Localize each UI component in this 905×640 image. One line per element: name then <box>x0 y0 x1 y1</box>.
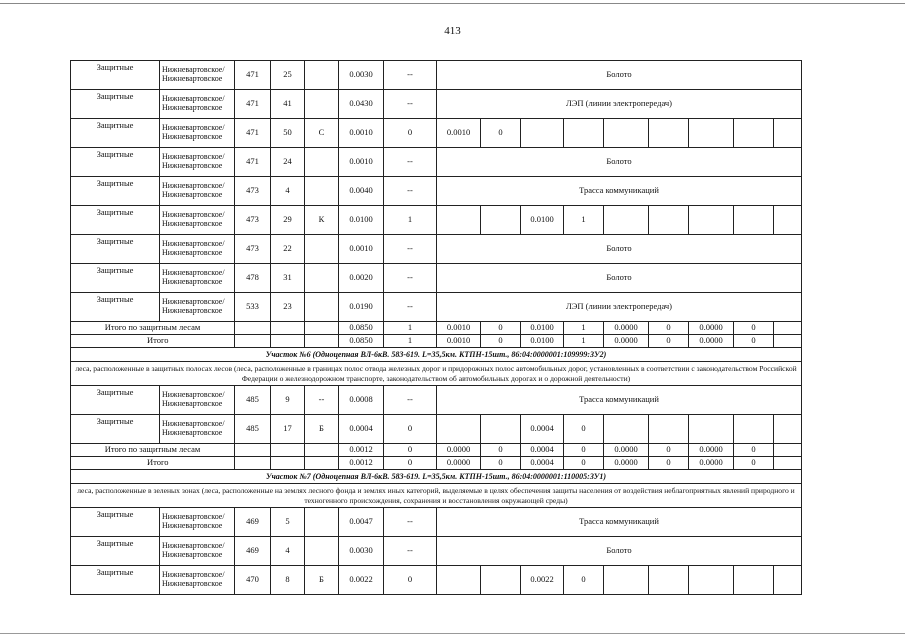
subtotal-row <box>71 322 802 335</box>
value-cell: 0.0000 <box>604 457 649 470</box>
plot-cell: 5 <box>271 508 305 537</box>
top-edge-line <box>0 3 905 4</box>
forestry-line: Нижневартовское/ <box>162 570 225 580</box>
quarter-cell: 469 <box>235 508 271 537</box>
table-row <box>71 508 802 537</box>
quarter-cell: 471 <box>235 90 271 119</box>
code-cell <box>305 177 339 206</box>
plot-cell: 22 <box>271 235 305 264</box>
total-row <box>71 457 802 470</box>
code-cell: Б <box>305 415 339 444</box>
count-cell: -- <box>384 386 437 415</box>
page-number: 413 <box>444 25 461 37</box>
value-cell: 0.0004 <box>521 457 564 470</box>
empty-cell <box>774 322 802 335</box>
value-cell: 0.0010 <box>437 119 481 148</box>
area-cell: 0.0010 <box>339 119 384 148</box>
empty-cell <box>305 444 339 457</box>
table-body <box>71 61 802 595</box>
category-cell: Защитные <box>71 148 160 177</box>
section-description-row <box>71 484 802 508</box>
code-cell <box>305 264 339 293</box>
forestry-cell <box>160 386 235 415</box>
value-cell <box>774 206 802 235</box>
area-cell: 0.0008 <box>339 386 384 415</box>
forestry-cell <box>160 61 235 90</box>
forestry-line: Нижневартовское/ <box>162 239 225 249</box>
forestry-cell <box>160 206 235 235</box>
section-description: леса, расположенные в защитных полосах лесов (леса, расположенные в границах полос отвода железных дорог и придорожных полос автомобильных дорог, установленных в соответствии с законодательством Российской Федерации о железнодорожном транспорте, законодательством об автомобильных дорогах и о дорожной деятельности) <box>71 362 802 386</box>
category-cell: Защитные <box>71 386 160 415</box>
plot-cell: 24 <box>271 148 305 177</box>
district-line: Нижневартовское <box>162 306 223 315</box>
value-cell <box>689 206 734 235</box>
code-cell: С <box>305 119 339 148</box>
quarter-cell: 471 <box>235 148 271 177</box>
category-cell: Защитные <box>71 264 160 293</box>
quarter-cell: 485 <box>235 415 271 444</box>
category-cell: Защитные <box>71 537 160 566</box>
value-cell: 0 <box>564 457 604 470</box>
category-cell: Защитные <box>71 61 160 90</box>
code-cell <box>305 537 339 566</box>
quarter-cell: 469 <box>235 537 271 566</box>
quarter-cell: 470 <box>235 566 271 595</box>
value-cell: 0.0000 <box>689 322 734 335</box>
value-cell <box>604 566 649 595</box>
category-cell: Защитные <box>71 90 160 119</box>
district-line: Нижневартовское <box>162 132 223 141</box>
district-line: Нижневартовское <box>162 550 223 559</box>
category-cell: Защитные <box>71 508 160 537</box>
subtotal-label: Итого по защитным лесам <box>71 444 235 457</box>
value-cell: 0 <box>734 457 774 470</box>
area-cell: 0.0430 <box>339 90 384 119</box>
area-cell: 0.0004 <box>339 415 384 444</box>
value-cell: 0.0000 <box>604 335 649 348</box>
plot-cell: 9 <box>271 386 305 415</box>
area-cell: 0.0850 <box>339 322 384 335</box>
plot-cell: 25 <box>271 61 305 90</box>
value-cell <box>604 415 649 444</box>
empty-cell <box>271 457 305 470</box>
value-cell: 0.0022 <box>521 566 564 595</box>
empty-cell <box>271 322 305 335</box>
count-cell: 0 <box>384 415 437 444</box>
plot-cell: 31 <box>271 264 305 293</box>
bottom-edge-line <box>0 633 905 634</box>
land-type-cell: Болото <box>437 537 802 566</box>
code-cell <box>305 235 339 264</box>
area-cell: 0.0010 <box>339 235 384 264</box>
category-cell: Защитные <box>71 177 160 206</box>
value-cell <box>481 415 521 444</box>
value-cell <box>437 415 481 444</box>
land-type-cell: Болото <box>437 61 802 90</box>
district-line: Нижневартовское <box>162 579 223 588</box>
section-header-row <box>71 470 802 484</box>
forestry-line: Нижневартовское/ <box>162 152 225 162</box>
quarter-cell: 471 <box>235 119 271 148</box>
section-description: леса, расположенные в зеленых зонах (леса, расположенные на землях лесного фонда и землях иных категорий, выделяемые в целях обеспечения защиты населения от воздействия неблагоприятных явлений природного и техногенного происхождения, сохранения и восстановления окружающей среды) <box>71 484 802 508</box>
code-cell: -- <box>305 386 339 415</box>
value-cell: 0.0100 <box>521 335 564 348</box>
land-type-cell: Трасса коммуникаций <box>437 177 802 206</box>
empty-cell <box>305 322 339 335</box>
forestry-cell <box>160 119 235 148</box>
empty-cell <box>305 335 339 348</box>
plot-cell: 4 <box>271 537 305 566</box>
value-cell <box>481 566 521 595</box>
quarter-cell: 473 <box>235 235 271 264</box>
district-line: Нижневартовское <box>162 428 223 437</box>
table-row <box>71 148 802 177</box>
code-cell <box>305 293 339 322</box>
value-cell: 0 <box>481 322 521 335</box>
area-cell: 0.0010 <box>339 148 384 177</box>
count-cell: 0 <box>384 457 437 470</box>
count-cell: 1 <box>384 206 437 235</box>
count-cell: 1 <box>384 322 437 335</box>
value-cell: 0 <box>649 322 689 335</box>
value-cell <box>734 119 774 148</box>
table-row <box>71 206 802 235</box>
code-cell: К <box>305 206 339 235</box>
count-cell: 0 <box>384 444 437 457</box>
plot-cell: 50 <box>271 119 305 148</box>
section-title: Участок №6 (Одноцепная ВЛ-6кВ. 583-619. L=35,5км. КТПН-15шт., 86:04:0000001:109999:ЗУ2) <box>71 348 802 362</box>
value-cell: 0.0000 <box>604 322 649 335</box>
total-label: Итого <box>71 457 235 470</box>
value-cell <box>689 566 734 595</box>
area-cell: 0.0022 <box>339 566 384 595</box>
count-cell: 0 <box>384 119 437 148</box>
category-cell: Защитные <box>71 235 160 264</box>
table-row <box>71 90 802 119</box>
category-cell: Защитные <box>71 206 160 235</box>
code-cell: Б <box>305 566 339 595</box>
forest-table <box>70 60 802 595</box>
forestry-line: Нижневартовское/ <box>162 512 225 522</box>
forestry-cell <box>160 148 235 177</box>
table-row <box>71 235 802 264</box>
district-line: Нижневартовское <box>162 74 223 83</box>
value-cell: 0.0000 <box>437 457 481 470</box>
value-cell: 1 <box>564 322 604 335</box>
value-cell <box>774 566 802 595</box>
forestry-line: Нижневартовское/ <box>162 123 225 133</box>
value-cell <box>604 206 649 235</box>
value-cell <box>734 206 774 235</box>
forestry-cell <box>160 177 235 206</box>
value-cell: 1 <box>564 335 604 348</box>
plot-cell: 8 <box>271 566 305 595</box>
value-cell: 0.0100 <box>521 322 564 335</box>
table-row <box>71 264 802 293</box>
area-cell: 0.0012 <box>339 457 384 470</box>
table-row <box>71 177 802 206</box>
category-cell: Защитные <box>71 415 160 444</box>
forestry-cell <box>160 90 235 119</box>
area-cell: 0.0047 <box>339 508 384 537</box>
district-line: Нижневартовское <box>162 219 223 228</box>
plot-cell: 29 <box>271 206 305 235</box>
subtotal-row <box>71 444 802 457</box>
category-cell: Защитные <box>71 119 160 148</box>
plot-cell: 4 <box>271 177 305 206</box>
quarter-cell: 533 <box>235 293 271 322</box>
quarter-cell: 485 <box>235 386 271 415</box>
forestry-line: Нижневартовское/ <box>162 94 225 104</box>
value-cell: 0.0000 <box>689 444 734 457</box>
empty-cell <box>774 457 802 470</box>
district-line: Нижневартовское <box>162 190 223 199</box>
value-cell <box>774 119 802 148</box>
value-cell <box>649 566 689 595</box>
value-cell <box>689 119 734 148</box>
total-label: Итого <box>71 335 235 348</box>
value-cell: 0 <box>481 444 521 457</box>
value-cell: 0 <box>734 335 774 348</box>
value-cell: 0 <box>649 335 689 348</box>
value-cell: 0 <box>649 444 689 457</box>
count-cell: -- <box>384 148 437 177</box>
total-row <box>71 335 802 348</box>
count-cell: -- <box>384 264 437 293</box>
value-cell: 0.0000 <box>437 444 481 457</box>
forestry-line: Нижневартовское/ <box>162 541 225 551</box>
code-cell <box>305 61 339 90</box>
count-cell: -- <box>384 508 437 537</box>
empty-cell <box>774 335 802 348</box>
value-cell: 1 <box>564 206 604 235</box>
forestry-cell <box>160 537 235 566</box>
value-cell <box>649 119 689 148</box>
section-header-row <box>71 348 802 362</box>
district-line: Нижневартовское <box>162 277 223 286</box>
count-cell: -- <box>384 537 437 566</box>
area-cell: 0.0012 <box>339 444 384 457</box>
value-cell: 0.0000 <box>689 457 734 470</box>
district-line: Нижневартовское <box>162 399 223 408</box>
table-row <box>71 386 802 415</box>
count-cell: -- <box>384 90 437 119</box>
value-cell: 0.0000 <box>604 444 649 457</box>
table-row <box>71 566 802 595</box>
area-cell: 0.0030 <box>339 61 384 90</box>
area-cell: 0.0850 <box>339 335 384 348</box>
value-cell: 0.0004 <box>521 415 564 444</box>
table-row <box>71 415 802 444</box>
value-cell <box>734 566 774 595</box>
plot-cell: 17 <box>271 415 305 444</box>
category-cell: Защитные <box>71 293 160 322</box>
value-cell: 0 <box>481 335 521 348</box>
area-cell: 0.0030 <box>339 537 384 566</box>
count-cell: -- <box>384 235 437 264</box>
forestry-line: Нижневартовское/ <box>162 390 225 400</box>
value-cell: 0 <box>564 444 604 457</box>
value-cell <box>481 206 521 235</box>
value-cell <box>564 119 604 148</box>
value-cell: 0.0010 <box>437 322 481 335</box>
value-cell: 0 <box>649 457 689 470</box>
forestry-line: Нижневартовское/ <box>162 65 225 75</box>
value-cell <box>649 415 689 444</box>
code-cell <box>305 90 339 119</box>
quarter-cell: 471 <box>235 61 271 90</box>
value-cell: 0 <box>481 457 521 470</box>
count-cell: -- <box>384 61 437 90</box>
district-line: Нижневартовское <box>162 248 223 257</box>
empty-cell <box>271 335 305 348</box>
subtotal-label: Итого по защитным лесам <box>71 322 235 335</box>
value-cell: 0 <box>481 119 521 148</box>
land-type-cell: ЛЭП (линии электропередач) <box>437 90 802 119</box>
empty-cell <box>235 322 271 335</box>
count-cell: -- <box>384 177 437 206</box>
code-cell <box>305 508 339 537</box>
category-cell: Защитные <box>71 566 160 595</box>
value-cell: 0.0010 <box>437 335 481 348</box>
value-cell <box>437 206 481 235</box>
land-type-cell: Болото <box>437 148 802 177</box>
value-cell <box>649 206 689 235</box>
land-type-cell: ЛЭП (линии электропередач) <box>437 293 802 322</box>
value-cell: 0 <box>734 322 774 335</box>
land-type-cell: Болото <box>437 235 802 264</box>
forestry-cell <box>160 293 235 322</box>
forestry-line: Нижневартовское/ <box>162 181 225 191</box>
forestry-line: Нижневартовское/ <box>162 419 225 429</box>
section-title: Участок №7 (Одноцепная ВЛ-6кВ. 583-619. L=35,5км. КТПН-15шт., 86:04:0000001:110005:ЗУ1) <box>71 470 802 484</box>
empty-cell <box>271 444 305 457</box>
forestry-cell <box>160 508 235 537</box>
area-cell: 0.0100 <box>339 206 384 235</box>
plot-cell: 23 <box>271 293 305 322</box>
quarter-cell: 478 <box>235 264 271 293</box>
quarter-cell: 473 <box>235 177 271 206</box>
forestry-cell <box>160 415 235 444</box>
table-row <box>71 293 802 322</box>
land-type-cell: Болото <box>437 264 802 293</box>
empty-cell <box>235 457 271 470</box>
forestry-line: Нижневартовское/ <box>162 210 225 220</box>
value-cell: 0.0000 <box>689 335 734 348</box>
area-cell: 0.0040 <box>339 177 384 206</box>
forestry-cell <box>160 264 235 293</box>
district-line: Нижневартовское <box>162 521 223 530</box>
empty-cell <box>235 444 271 457</box>
count-cell: 1 <box>384 335 437 348</box>
table-row <box>71 537 802 566</box>
value-cell <box>521 119 564 148</box>
value-cell <box>689 415 734 444</box>
land-type-cell: Трасса коммуникаций <box>437 508 802 537</box>
forestry-line: Нижневартовское/ <box>162 297 225 307</box>
code-cell <box>305 148 339 177</box>
value-cell <box>604 119 649 148</box>
count-cell: 0 <box>384 566 437 595</box>
value-cell <box>774 415 802 444</box>
land-type-cell: Трасса коммуникаций <box>437 386 802 415</box>
forestry-cell <box>160 235 235 264</box>
table-row <box>71 61 802 90</box>
value-cell: 0 <box>564 415 604 444</box>
quarter-cell: 473 <box>235 206 271 235</box>
count-cell: -- <box>384 293 437 322</box>
district-line: Нижневартовское <box>162 161 223 170</box>
section-description-row <box>71 362 802 386</box>
empty-cell <box>305 457 339 470</box>
area-cell: 0.0020 <box>339 264 384 293</box>
value-cell: 0.0100 <box>521 206 564 235</box>
value-cell <box>437 566 481 595</box>
value-cell: 0 <box>564 566 604 595</box>
district-line: Нижневартовское <box>162 103 223 112</box>
table-row <box>71 119 802 148</box>
area-cell: 0.0190 <box>339 293 384 322</box>
value-cell: 0 <box>734 444 774 457</box>
forestry-line: Нижневартовское/ <box>162 268 225 278</box>
forestry-cell <box>160 566 235 595</box>
value-cell <box>734 415 774 444</box>
empty-cell <box>774 444 802 457</box>
value-cell: 0.0004 <box>521 444 564 457</box>
empty-cell <box>235 335 271 348</box>
plot-cell: 41 <box>271 90 305 119</box>
